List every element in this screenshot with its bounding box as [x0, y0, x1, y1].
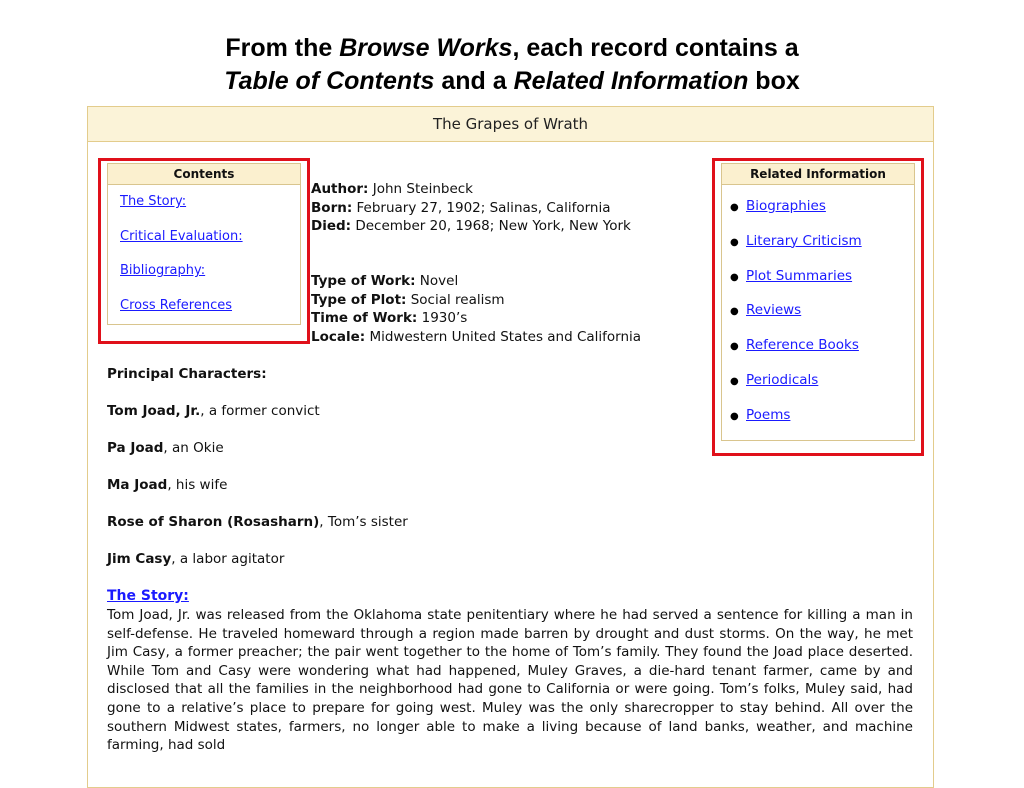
character-item: [107, 475, 408, 512]
heading-text: box: [748, 67, 800, 95]
character-name: Pa Joad: [107, 440, 164, 456]
type-of-work-value: Novel: [415, 273, 459, 289]
heading-text: , each record contains a: [512, 34, 799, 62]
bullet-icon: ●: [730, 341, 739, 353]
died-label: Died:: [311, 218, 352, 235]
author-label: Author:: [311, 181, 369, 197]
related-link-biographies[interactable]: Biographies: [746, 198, 826, 214]
related-link-periodicals[interactable]: Periodicals: [746, 371, 819, 388]
related-info-highlight-frame: [712, 158, 924, 456]
work-info: [311, 272, 641, 346]
related-link-plot-summaries[interactable]: Plot Summaries: [746, 267, 853, 284]
time-of-work-value: 1930’s: [417, 310, 468, 327]
heading-text: From the: [225, 34, 340, 62]
type-of-plot-label: Type of Plot:: [311, 291, 407, 308]
character-name: Ma Joad: [107, 477, 168, 493]
heading-emphasis: Table of Contents: [224, 67, 435, 95]
principal-characters-label: [107, 364, 408, 401]
slide-heading-line-1: [0, 32, 1024, 65]
author-value: John Steinbeck: [368, 181, 473, 197]
character-item: [107, 549, 408, 586]
heading-text: and a: [434, 67, 514, 95]
related-link-reviews[interactable]: Reviews: [746, 302, 802, 319]
died-line: [311, 217, 631, 236]
contents-highlight-frame: [98, 158, 310, 344]
bullet-icon: ●: [730, 306, 739, 318]
character-desc: , his wife: [167, 477, 228, 493]
bullet-icon: ●: [730, 271, 739, 283]
time-of-work-line: [311, 309, 641, 328]
contents-link-bibliography[interactable]: Bibliography:: [120, 263, 206, 279]
record-title: The Grapes of Wrath: [88, 107, 933, 142]
heading-emphasis: Browse Works: [339, 34, 513, 62]
time-of-work-label: Time of Work:: [311, 310, 418, 327]
story-text: Tom Joad, Jr. was released from the Oklahoma state penitentiary where he had served a sentence for killing a man in self-defense. He traveled homeward through a region made barren by drought and dust storms. On the way, he met Jim Casy, a former preacher; the pair went together to the home of Tom’s family. They found the Joad place deserted. While Tom and Casy were wondering what had happened, Muley Graves, a die-hard tenant farmer, came by and disclosed that all the families in the neighborhood had gone to California or were going. Tom’s folks, Muley said, had gone to a relative’s place to prepare for going west. Muley was the only sharecropper to stay behind. All over the southern Midwest states, farmers, no longer able to make a living because of land banks, weather, and machine farming, had sold: [107, 607, 913, 754]
type-of-plot-value: Social realism: [406, 291, 505, 308]
character-name: Jim Casy: [107, 551, 172, 567]
born-value: February 27, 1902; Salinas, California: [352, 199, 611, 216]
character-desc: , a labor agitator: [171, 551, 285, 567]
principal-characters: [107, 364, 408, 586]
slide-heading: [0, 32, 1024, 98]
locale-label: Locale:: [311, 328, 366, 345]
bullet-icon: ●: [730, 410, 739, 422]
author-info: [311, 180, 631, 236]
story-section: [107, 586, 913, 755]
character-item: [107, 438, 408, 475]
heading-emphasis: Related Information: [513, 67, 749, 95]
bullet-icon: ●: [730, 375, 739, 387]
character-desc: , an Okie: [163, 440, 224, 456]
type-of-work-line: [311, 272, 641, 291]
character-desc: , Tom’s sister: [319, 514, 408, 530]
contents-link-critical-evaluation[interactable]: Critical Evaluation:: [120, 228, 243, 244]
locale-line: [311, 328, 641, 347]
bullet-icon: ●: [730, 202, 739, 213]
born-line: [311, 199, 631, 218]
author-line: [311, 180, 631, 199]
contents-link-cross-references[interactable]: Cross References: [120, 297, 233, 313]
character-item: [107, 512, 408, 549]
born-label: Born:: [311, 199, 353, 216]
character-name: Tom Joad, Jr.: [107, 403, 201, 419]
character-desc: , a former convict: [200, 403, 320, 419]
type-of-plot-line: [311, 291, 641, 310]
character-name: Rose of Sharon (Rosasharn): [107, 514, 320, 530]
bullet-icon: ●: [730, 236, 739, 248]
slide-heading-line-2: [0, 65, 1024, 98]
type-of-work-label: Type of Work:: [311, 273, 416, 289]
related-info-header: Related Information: [722, 164, 914, 185]
related-link-reference-books[interactable]: Reference Books: [746, 337, 859, 354]
related-link-literary-criticism[interactable]: Literary Criticism: [746, 232, 862, 249]
principal-characters-heading: Principal Characters:: [107, 366, 267, 382]
contents-header: Contents: [108, 164, 300, 185]
contents-link-story[interactable]: The Story:: [120, 194, 187, 209]
related-link-poems[interactable]: Poems: [746, 406, 791, 423]
died-value: December 20, 1968; New York, New York: [351, 218, 631, 235]
character-item: [107, 401, 408, 438]
locale-value: Midwestern United States and California: [365, 328, 642, 345]
story-heading-link[interactable]: The Story:: [107, 588, 189, 604]
